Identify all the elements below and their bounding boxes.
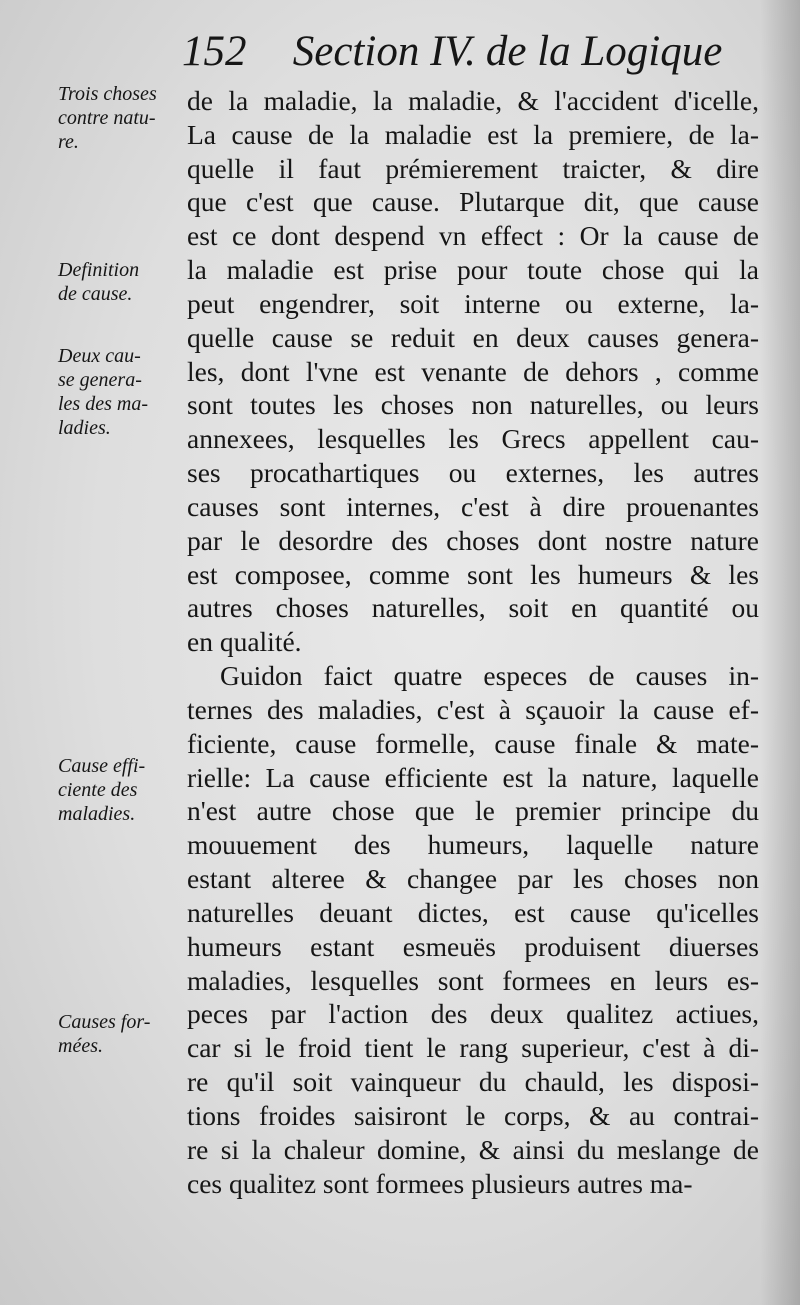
text-line: re qu'il soit vainqueur du chauld, les disposi- [187, 1066, 759, 1098]
text-line: que c'est que cause. Plutarque dit, que cause [187, 186, 759, 218]
text-line: maladies, lesquelles sont formees en leurs es- [187, 964, 759, 996]
text-line: autres choses naturelles, soit en quantité ou [187, 592, 759, 624]
margin-note-line: mées. [58, 1035, 103, 1057]
page-edge-shadow [760, 0, 800, 1305]
text-line: quelle il faut prémierement traicter, & dire [187, 152, 759, 184]
margin-note-line: les des ma- [58, 393, 148, 415]
margin-note-line: de cause. [58, 283, 133, 305]
text-line: sont toutes les choses non naturelles, ou leurs [187, 389, 759, 421]
margin-note-line: contre natu- [58, 107, 156, 129]
running-title [293, 24, 723, 80]
page-number: 152 [182, 28, 247, 75]
text-line: causes sont internes, c'est à dire prouenantes [187, 490, 759, 522]
page-header [182, 24, 742, 80]
text-line: la maladie est prise pour toute chose qui la [187, 254, 759, 286]
text-line: annexees, lesquelles les Grecs appellent cau- [187, 423, 759, 455]
text-line: en qualité. [187, 626, 302, 658]
margin-note [58, 1010, 178, 1058]
margin-note-line: Causes for- [58, 1011, 151, 1033]
text-line: ces qualitez sont formees plusieurs autres ma- [187, 1167, 693, 1199]
margin-note [58, 258, 178, 306]
text-line: par le desordre des choses dont nostre nature [187, 524, 759, 556]
margin-note [58, 754, 178, 826]
text-line: de la maladie, la maladie, & l'accident d'icelle, [187, 85, 759, 116]
text-line: ses procathartiques ou externes, les autres [187, 457, 759, 489]
text-line: quelle cause se reduit en deux causes genera- [187, 321, 759, 353]
margin-note-line: se genera- [58, 369, 142, 391]
margin-note-line: re. [58, 131, 79, 153]
text-line: car si le froid tient le rang superieur, c'est à di- [187, 1032, 759, 1064]
margin-note-line: maladies. [58, 803, 136, 825]
margin-note-line: Deux cau- [58, 345, 141, 367]
margin-note-line: Cause effi- [58, 755, 146, 777]
text-line: Guidon faict quatre especes de causes in- [220, 660, 759, 692]
text-line: tions froides saisiront le corps, & au contrai- [187, 1099, 759, 1131]
text-line: n'est autre chose que le premier principe du [187, 795, 759, 827]
section-label: Section IV. [292, 28, 476, 75]
margin-note [58, 344, 178, 440]
text-line: estant alteree & changee par les choses non [187, 863, 759, 895]
text-line: re si la chaleur domine, & ainsi du meslange de [187, 1133, 759, 1165]
margin-note [58, 82, 178, 154]
margin-note-line: Trois choses [58, 83, 157, 105]
text-line: est ce dont despend vn effect : Or la cause de [187, 220, 759, 252]
text-line: La cause de la maladie est la premiere, de la- [187, 118, 759, 150]
text-line: humeurs estant esmeuës produisent diuerses [187, 930, 759, 962]
text-line: rielle: La cause efficiente est la nature, laquelle [187, 761, 759, 793]
margin-note-line: ciente des [58, 779, 138, 801]
text-line: peces par l'action des deux qualitez actiues, [187, 998, 759, 1030]
book-title-label: de la Logique [485, 28, 723, 75]
text-line: les, dont l'vne est venante de dehors , comme [187, 355, 759, 387]
margin-note-line: Definition [58, 259, 140, 281]
text-line: ternes des maladies, c'est à sçauoir la cause ef- [187, 693, 759, 725]
text-line: naturelles deuant dictes, est cause qu'icelles [187, 896, 759, 928]
text-line: peut engendrer, soit interne ou externe, la- [187, 287, 759, 319]
text-line: mouuement des humeurs, laquelle nature [187, 829, 759, 861]
text-line: ficiente, cause formelle, cause finale & mate- [187, 727, 759, 759]
margin-note-line: ladies. [58, 417, 111, 439]
text-line: est composee, comme sont les humeurs & les [187, 558, 759, 590]
